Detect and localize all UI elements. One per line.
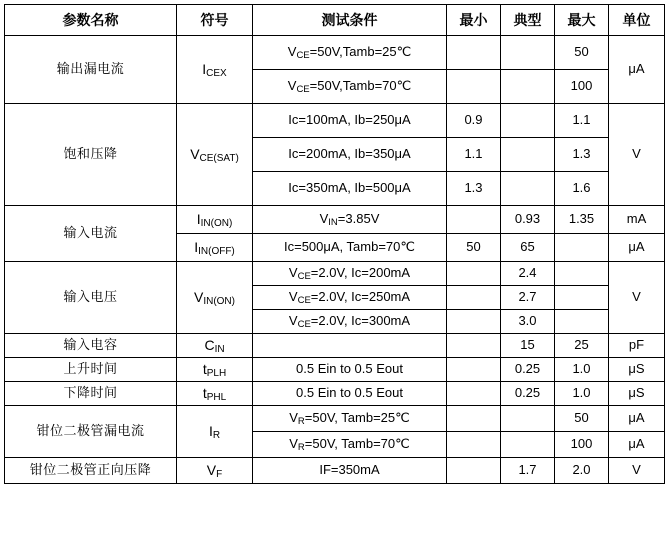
cell-symbol: [177, 406, 253, 458]
cell-unit: μA: [609, 406, 665, 432]
cell-min: [447, 286, 501, 310]
symbol-subscript: F: [216, 469, 223, 481]
symbol-base: I: [194, 239, 199, 256]
table-row: [5, 206, 665, 234]
cell-min: 0.9: [447, 104, 501, 138]
cell-typ: 0.25: [501, 358, 555, 382]
cell-parameter: 上升时间: [5, 358, 177, 382]
cell-parameter: 输入电压: [5, 262, 177, 334]
cell-condition: [253, 432, 447, 458]
cell-min: [447, 382, 501, 406]
cell-parameter: 输出漏电流: [5, 36, 177, 104]
cell-symbol: [177, 358, 253, 382]
cell-typ: 3.0: [501, 310, 555, 334]
cell-condition: Ic=200mA, Ib=350μA: [253, 138, 447, 172]
cell-symbol: [177, 206, 253, 234]
cell-min: [447, 458, 501, 484]
cell-typ: [501, 70, 555, 104]
condition-prefix: V: [288, 289, 298, 305]
cell-condition: [253, 70, 447, 104]
column-header-parameter: 参数名称: [5, 5, 177, 36]
symbol-subscript: IN: [214, 344, 225, 356]
cell-unit: μA: [609, 234, 665, 262]
cell-unit: pF: [609, 334, 665, 358]
cell-typ: 2.7: [501, 286, 555, 310]
condition-rest: =2.0V, Ic=250mA: [310, 289, 411, 305]
symbol-base: t: [202, 385, 207, 402]
cell-typ: 65: [501, 234, 555, 262]
cell-min: [447, 406, 501, 432]
cell-condition: Ic=350mA, Ib=500μA: [253, 172, 447, 206]
condition-rest: =2.0V, Ic=300mA: [310, 313, 411, 329]
symbol-subscript: CE(SAT): [199, 153, 239, 165]
symbol-base: C: [204, 337, 215, 354]
cell-min: 1.1: [447, 138, 501, 172]
cell-symbol: [177, 458, 253, 484]
cell-condition: [253, 262, 447, 286]
condition-rest: =50V,Tamb=25℃: [309, 44, 412, 60]
symbol-subscript: PLH: [206, 368, 227, 380]
symbol-base: V: [190, 146, 200, 163]
cell-min: [447, 358, 501, 382]
column-header-symbol: 符号: [177, 5, 253, 36]
condition-subscript: CE: [296, 84, 310, 96]
cell-min: [447, 36, 501, 70]
symbol-subscript: R: [212, 430, 221, 442]
cell-unit: μA: [609, 36, 665, 104]
cell-condition: Ic=500μA, Tamb=70℃: [253, 234, 447, 262]
cell-condition: [253, 406, 447, 432]
cell-symbol: [177, 234, 253, 262]
symbol-base: t: [202, 361, 207, 378]
symbol-base: V: [193, 289, 204, 306]
condition-rest: =50V, Tamb=70℃: [304, 436, 410, 452]
condition-prefix: V: [288, 313, 298, 329]
cell-symbol: [177, 36, 253, 104]
cell-min: 1.3: [447, 172, 501, 206]
cell-condition: 0.5 Ein to 0.5 Eout: [253, 358, 447, 382]
table-row: [5, 334, 665, 358]
cell-max: 1.6: [555, 172, 609, 206]
symbol-subscript: PHL: [206, 392, 227, 404]
condition-subscript: CE: [297, 319, 311, 331]
column-header-test-conditions: 测试条件: [253, 5, 447, 36]
cell-parameter: 输入电流: [5, 206, 177, 262]
symbol-subscript: CEX: [206, 68, 227, 80]
cell-typ: [501, 36, 555, 70]
cell-max: [555, 262, 609, 286]
cell-typ: 1.7: [501, 458, 555, 484]
cell-max: [555, 234, 609, 262]
cell-max: 50: [555, 406, 609, 432]
cell-unit: μS: [609, 382, 665, 406]
cell-max: 1.0: [555, 358, 609, 382]
cell-symbol: [177, 104, 253, 206]
column-header-max: 最大: [555, 5, 609, 36]
cell-parameter: 输入电容: [5, 334, 177, 358]
table-row: [5, 358, 665, 382]
cell-max: 100: [555, 432, 609, 458]
cell-max: 1.35: [555, 206, 609, 234]
cell-min: [447, 70, 501, 104]
cell-min: [447, 262, 501, 286]
cell-max: 100: [555, 70, 609, 104]
cell-condition: IF=350mA: [253, 458, 447, 484]
condition-rest: =3.85V: [337, 211, 380, 227]
cell-symbol: [177, 382, 253, 406]
condition-rest: =50V,Tamb=70℃: [309, 78, 412, 94]
symbol-base: I: [196, 211, 201, 228]
cell-symbol: [177, 262, 253, 334]
condition-subscript: R: [297, 442, 305, 454]
cell-min: 50: [447, 234, 501, 262]
cell-unit: V: [609, 262, 665, 334]
cell-typ: [501, 172, 555, 206]
cell-max: 1.1: [555, 104, 609, 138]
column-header-unit: 单位: [609, 5, 665, 36]
cell-max: [555, 286, 609, 310]
cell-unit: V: [609, 458, 665, 484]
cell-max: 2.0: [555, 458, 609, 484]
cell-min: [447, 334, 501, 358]
condition-subscript: CE: [296, 50, 310, 62]
cell-condition: [253, 310, 447, 334]
cell-max: 50: [555, 36, 609, 70]
table-header-row: [5, 5, 665, 36]
cell-max: 1.3: [555, 138, 609, 172]
condition-prefix: V: [287, 44, 297, 60]
cell-typ: [501, 406, 555, 432]
cell-condition: [253, 36, 447, 70]
condition-subscript: IN: [328, 217, 338, 229]
table-row: [5, 406, 665, 432]
table-row: [5, 104, 665, 138]
condition-prefix: V: [319, 211, 329, 227]
cell-symbol: [177, 334, 253, 358]
symbol-subscript: IN(OFF): [198, 246, 235, 258]
condition-rest: =50V, Tamb=25℃: [304, 410, 410, 426]
condition-subscript: CE: [297, 271, 311, 283]
cell-min: [447, 432, 501, 458]
table-row: [5, 36, 665, 70]
cell-unit: μA: [609, 432, 665, 458]
cell-max: [555, 310, 609, 334]
cell-typ: 0.25: [501, 382, 555, 406]
cell-max: 25: [555, 334, 609, 358]
cell-typ: [501, 104, 555, 138]
table-row: [5, 262, 665, 286]
cell-typ: 0.93: [501, 206, 555, 234]
cell-parameter: 饱和压降: [5, 104, 177, 206]
cell-parameter: 钳位二极管正向压降: [5, 458, 177, 484]
condition-subscript: CE: [297, 295, 311, 307]
symbol-base: I: [202, 61, 207, 78]
symbol-base: I: [208, 423, 213, 440]
condition-prefix: V: [287, 78, 297, 94]
cell-min: [447, 206, 501, 234]
cell-parameter: 下降时间: [5, 382, 177, 406]
cell-max: 1.0: [555, 382, 609, 406]
cell-condition: [253, 286, 447, 310]
cell-min: [447, 310, 501, 334]
cell-typ: [501, 138, 555, 172]
condition-prefix: V: [289, 410, 298, 426]
cell-condition: [253, 334, 447, 358]
symbol-subscript: IN(ON): [203, 296, 235, 308]
symbol-base: V: [206, 462, 217, 479]
condition-prefix: V: [288, 265, 298, 281]
condition-rest: =2.0V, Ic=200mA: [310, 265, 411, 281]
column-header-min: 最小: [447, 5, 501, 36]
column-header-typ: 典型: [501, 5, 555, 36]
cell-unit: V: [609, 104, 665, 206]
cell-unit: mA: [609, 206, 665, 234]
symbol-subscript: IN(ON): [200, 218, 233, 230]
cell-typ: 2.4: [501, 262, 555, 286]
table-row: [5, 382, 665, 406]
cell-condition: Ic=100mA, Ib=250μA: [253, 104, 447, 138]
cell-typ: 15: [501, 334, 555, 358]
condition-subscript: R: [297, 416, 305, 428]
cell-condition: 0.5 Ein to 0.5 Eout: [253, 382, 447, 406]
electrical-characteristics-table: [4, 4, 665, 484]
cell-condition: [253, 206, 447, 234]
datasheet-table-page: [0, 4, 670, 555]
table-row: [5, 458, 665, 484]
cell-parameter: 钳位二极管漏电流: [5, 406, 177, 458]
cell-unit: μS: [609, 358, 665, 382]
cell-typ: [501, 432, 555, 458]
condition-prefix: V: [289, 436, 298, 452]
